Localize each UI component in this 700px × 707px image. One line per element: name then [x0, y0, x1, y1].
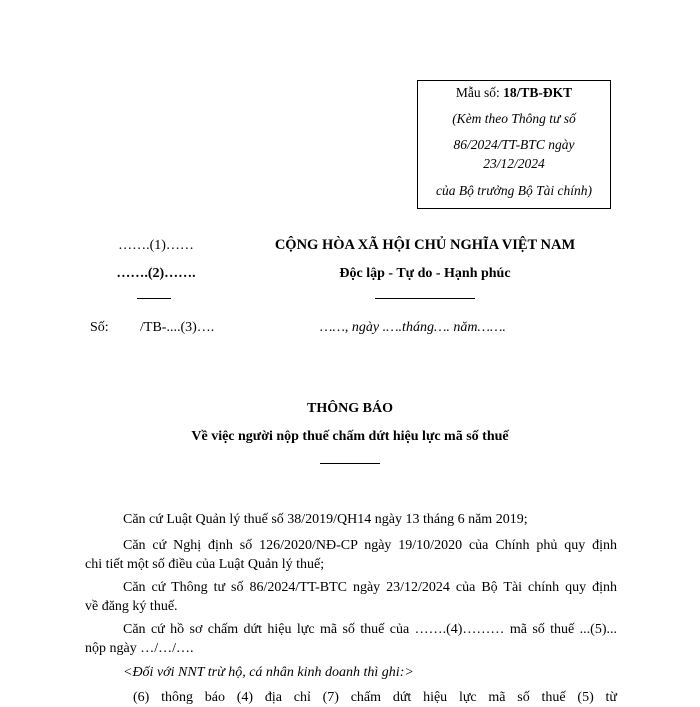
doc-number-value: /TB-....(3)….	[140, 320, 215, 335]
paragraph-4-line-1: Căn cứ hồ sơ chấm dứt hiệu lực mã số thuế của …….(4)……… mã số thuế ...(5)...	[123, 622, 617, 637]
paragraph-4-line-2: nộp ngày …/…/….	[85, 641, 194, 656]
body-paragraph-2	[85, 536, 617, 574]
paragraph-3-line-2: về đăng ký thuế.	[85, 599, 178, 614]
doc-number-label: Số:	[90, 320, 109, 335]
date-line: ……, ngày .….tháng…. năm…….	[320, 320, 506, 335]
paragraph-6-line-1: (6) thông báo (4) địa chỉ (7) chấm dứt hiệu lực mã số thuế (5) từ	[133, 690, 617, 705]
doc-title: THÔNG BÁO	[307, 401, 393, 416]
body-paragraph-4	[85, 620, 617, 658]
body-paragraph-3	[85, 578, 617, 616]
agency-underline	[137, 298, 171, 299]
paragraph-3-line-1: Căn cứ Thông tư số 86/2024/TT-BTC ngày 23/12/2024 của Bộ Tài chính quy định	[123, 580, 617, 595]
title-underline	[320, 463, 380, 464]
paragraph-2-line-2: chi tiết một số điều của Luật Quản lý thuế;	[85, 557, 325, 572]
doc-subtitle: Về việc người nộp thuế chấm dứt hiệu lực mã số thuế	[191, 429, 509, 444]
body-paragraph-6	[85, 688, 617, 707]
agency-line-1: …….(1)……	[118, 238, 194, 253]
attached-line-4: của Bộ trưởng Bộ Tài chính)	[436, 183, 592, 198]
attached-line-1: (Kèm theo Thông tư số	[452, 111, 576, 126]
form-number-box	[417, 80, 611, 209]
attached-line-2: 86/2024/TT-BTC ngày	[453, 137, 575, 152]
agency-line-2: …….(2)…….	[116, 266, 196, 281]
body-paragraph-1	[85, 510, 617, 529]
form-number-label: Mẫu số:	[455, 85, 504, 100]
body-paragraph-5	[85, 663, 617, 682]
attached-line-3: 23/12/2024	[483, 156, 545, 171]
country-name: CỘNG HÒA XÃ HỘI CHỦ NGHĨA VIỆT NAM	[274, 237, 576, 253]
paragraph-1-text: Căn cứ Luật Quản lý thuế số 38/2019/QH14 ngày 13 tháng 6 năm 2019;	[123, 512, 528, 527]
form-number-line	[418, 85, 610, 101]
motto-underline	[375, 298, 475, 299]
paragraph-5-text: <Đối với NNT trừ hộ, cá nhân kinh doanh thì ghi:>	[123, 665, 414, 680]
form-number: 18/TB-ĐKT	[503, 85, 573, 100]
paragraph-2-line-1: Căn cứ Nghị định số 126/2020/NĐ-CP ngày 19/10/2020 của Chính phủ quy định	[123, 538, 617, 553]
national-motto: Độc lập - Tự do - Hạnh phúc	[339, 266, 511, 281]
